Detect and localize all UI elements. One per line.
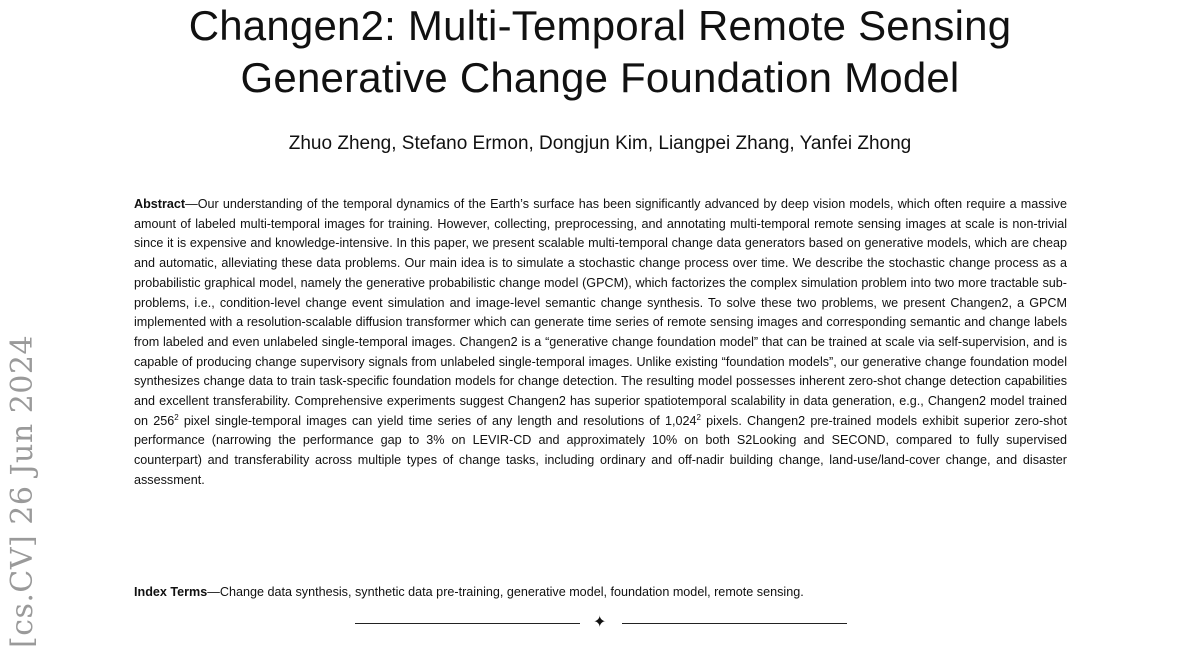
- abstract-text-1: —Our understanding of the temporal dynamics of the Earth’s surface has been significantly advanced by deep vision models, which often require a massive amount of labeled multi-temporal images for training. However, collecting, preprocessing, and annotating multi-temporal remote sensing images at scale is non-trivial since it is expensive and knowledge-intensive. In this paper, we present scalable multi-temporal change data generators based on generative models, which are cheap and automatic, alleviating these data problems. Our main idea is to simulate a stochastic change process over time. We describe the stochastic change process as a probabilistic graphical model, namely the generative probabilistic change model (GPCM), which factorizes the complex simulation problem into two more tractable sub-problems, i.e., condition-level change event simulation and image-level semantic change synthesis. To solve these two problems, we present Changen2, a GPCM implemented with a resolution-scalable diffusion transformer which can generate time series of remote sensing images and corresponding semantic and change labels from labeled and even unlabeled single-temporal images. Changen2 is a “generative change foundation model” that can be trained at scale via self-supervision, and is capable of producing change supervisory signals from unlabeled single-temporal images. Unlike existing “foundation models”, our generative change foundation model synthesizes change data to train task-specific foundation models for change detection. The resulting model possesses inherent zero-shot change detection capabilities and excellent transferability. Comprehensive experiments suggest Changen2 has superior spatiotemporal scalability in data generation, e.g., Changen2 model trained on 256: [134, 197, 1067, 428]
- author-list: Zhuo Zheng, Stefano Ermon, Dongjun Kim, Liangpei Zhang, Yanfei Zhong: [288, 133, 912, 154]
- paper-title: [100, 0, 1100, 104]
- separator-line-right: [622, 623, 847, 624]
- abstract-superscript-1: 2: [174, 412, 179, 422]
- title-line-1: Changen2: Multi-Temporal Remote Sensing: [188, 2, 1012, 49]
- title-line-2: Generative Change Foundation Model: [240, 54, 960, 101]
- four-point-star-icon: ✦: [593, 614, 607, 631]
- abstract-label: Abstract: [134, 197, 186, 211]
- abstract-superscript-2: 2: [696, 412, 701, 422]
- index-terms: [134, 582, 1067, 602]
- index-terms-text: —Change data synthesis, synthetic data pre-training, generative model, foundation model, remote sensing.: [207, 585, 804, 599]
- section-separator: [350, 613, 850, 633]
- abstract-text-3: pixels. Changen2 pre-trained models exhibit superior zero-shot performance (narrowing the performance gap to 3% on LEVIR-CD and approximately 10% on both S2Looking and SECOND, compared to fully supervised counterpart) and transferability across multiple types of change tasks, including ordinary and off-nadir building change, land-use/land-cover change, and disaster assessment.: [134, 413, 1067, 487]
- separator-line-left: [355, 623, 580, 624]
- arxiv-side-stamp: [cs.CV] 26 Jun 2024: [5, 334, 40, 648]
- abstract: [134, 195, 1067, 491]
- abstract-text-2: pixel single-temporal images can yield time series of any length and resolutions of 1,024: [178, 413, 697, 428]
- index-terms-label: Index Terms: [134, 585, 208, 599]
